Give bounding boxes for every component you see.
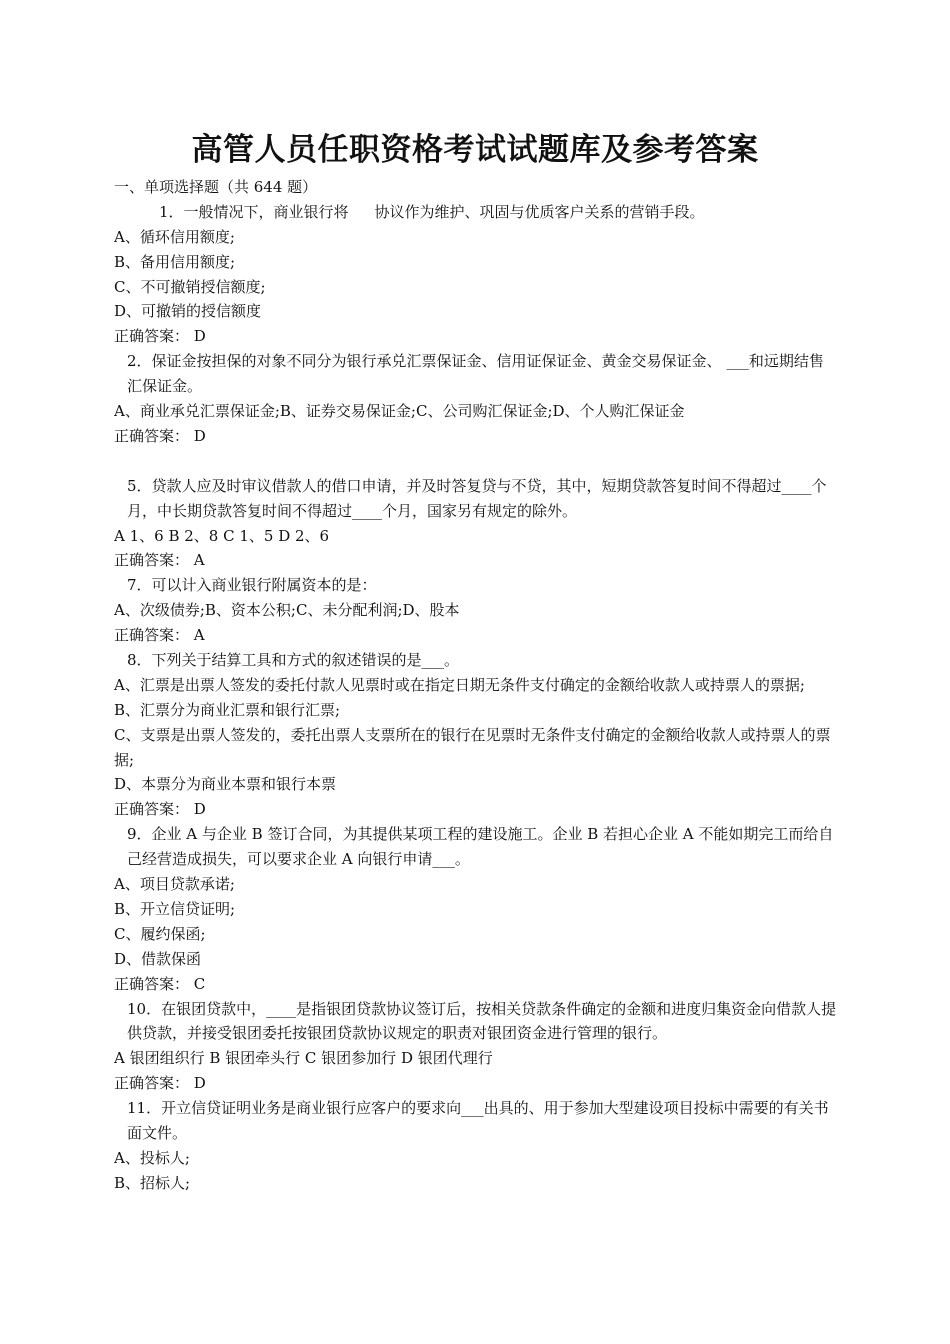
question-7-answer: 正确答案： A [114,626,205,645]
question-8-option-c: C、支票是出票人签发的，委托出票人支票所在的银行在见票时无条件支付确定的金额给收款人或持票人的票据; [114,725,831,769]
blank-line [114,449,838,474]
question-1-option-b: B、备用信用额度; [114,252,236,271]
question-5-answer: 正确答案： A [114,551,205,570]
question-1-option-c: C、不可撤销授信额度; [114,277,266,296]
question-1-stem [114,200,838,225]
question-10-options: A 银团组织行 B 银团牵头行 C 银团参加行 D 银团代理行 [114,1049,493,1068]
question-11-stem: 11．开立信贷证明业务是商业银行应客户的要求向___出具的、用于参加大型建设项目投标中需要的有关书面文件。 [127,1099,829,1143]
document-title: 高管人员任职资格考试试题库及参考答案 [191,132,759,168]
question-9-answer: 正确答案： C [114,974,206,993]
question-1-option-d: D、可撤销的授信额度 [114,302,262,321]
question-10-stem: 10．在银团贷款中，____是指银团贷款协议签订后，按相关贷款条件确定的金额和进度归集资金向借款人提供贷款，并接受银团委托按银团贷款协议规定的职责对银团资金进行管理的银行。 [127,999,837,1043]
question-11-option-b: B、招标人; [114,1173,191,1192]
document-body [114,175,838,1196]
question-1-stem-part-a: 1．一般情况下，商业银行将 [159,202,349,221]
question-8-option-b: B、汇票分为商业汇票和银行汇票; [114,700,341,719]
section-heading: 一、单项选择题（共 644 题） [114,178,318,196]
question-2-answer: 正确答案： D [114,426,206,445]
question-9-option-b: B、开立信贷证明; [114,899,236,918]
question-9-option-d: D、借款保函 [114,949,202,968]
question-8-option-d: D、本票分为商业本票和银行本票 [114,775,337,794]
question-10-answer: 正确答案： D [114,1074,206,1093]
question-7-stem: 7．可以计入商业银行附属资本的是： [127,576,377,595]
question-9-option-c: C、履约保函; [114,924,206,943]
question-1-option-a: A、循环信用额度; [114,227,235,246]
question-8-option-a: A、汇票是出票人签发的委托付款人见票时或在指定日期无条件支付确定的金额给收款人或持票人的票据; [114,675,805,694]
question-5-stem: 5．贷款人应及时审议借款人的借口申请，并及时答复贷与不贷，其中，短期贷款答复时间不得超过____个月，中长期贷款答复时间不得超过____个月，国家另有规定的除外。 [127,476,827,520]
question-11-option-a: A、投标人; [114,1148,190,1167]
question-9-stem: 9．企业 A 与企业 B 签订合同，为其提供某项工程的建设施工。企业 B 若担心企业 A 不能如期完工而给自己经营造成损失，可以要求企业 A 向银行申请___。 [127,825,834,869]
question-2-options: A、商业承兑汇票保证金;B、证券交易保证金;C、公司购汇保证金;D、个人购汇保证金 [114,402,685,421]
question-2-stem: 2．保证金按担保的对象不同分为银行承兑汇票保证金、信用证保证金、黄金交易保证金、 ___和远期结售汇保证金。 [127,352,824,396]
question-8-stem: 8．下列关于结算工具和方式的叙述错误的是___。 [127,650,460,669]
question-1-stem-part-b: 协议作为维护、巩固与优质客户关系的营销手段。 [374,202,705,221]
question-7-options: A、次级债券;B、资本公积;C、未分配利润;D、股本 [114,601,460,620]
question-9-option-a: A、项目贷款承诺; [114,875,235,894]
question-1-answer: 正确答案： D [114,327,206,346]
question-5-options: A 1、6 B 2、8 C 1、5 D 2、6 [114,526,330,545]
question-8-answer: 正确答案： D [114,800,206,819]
